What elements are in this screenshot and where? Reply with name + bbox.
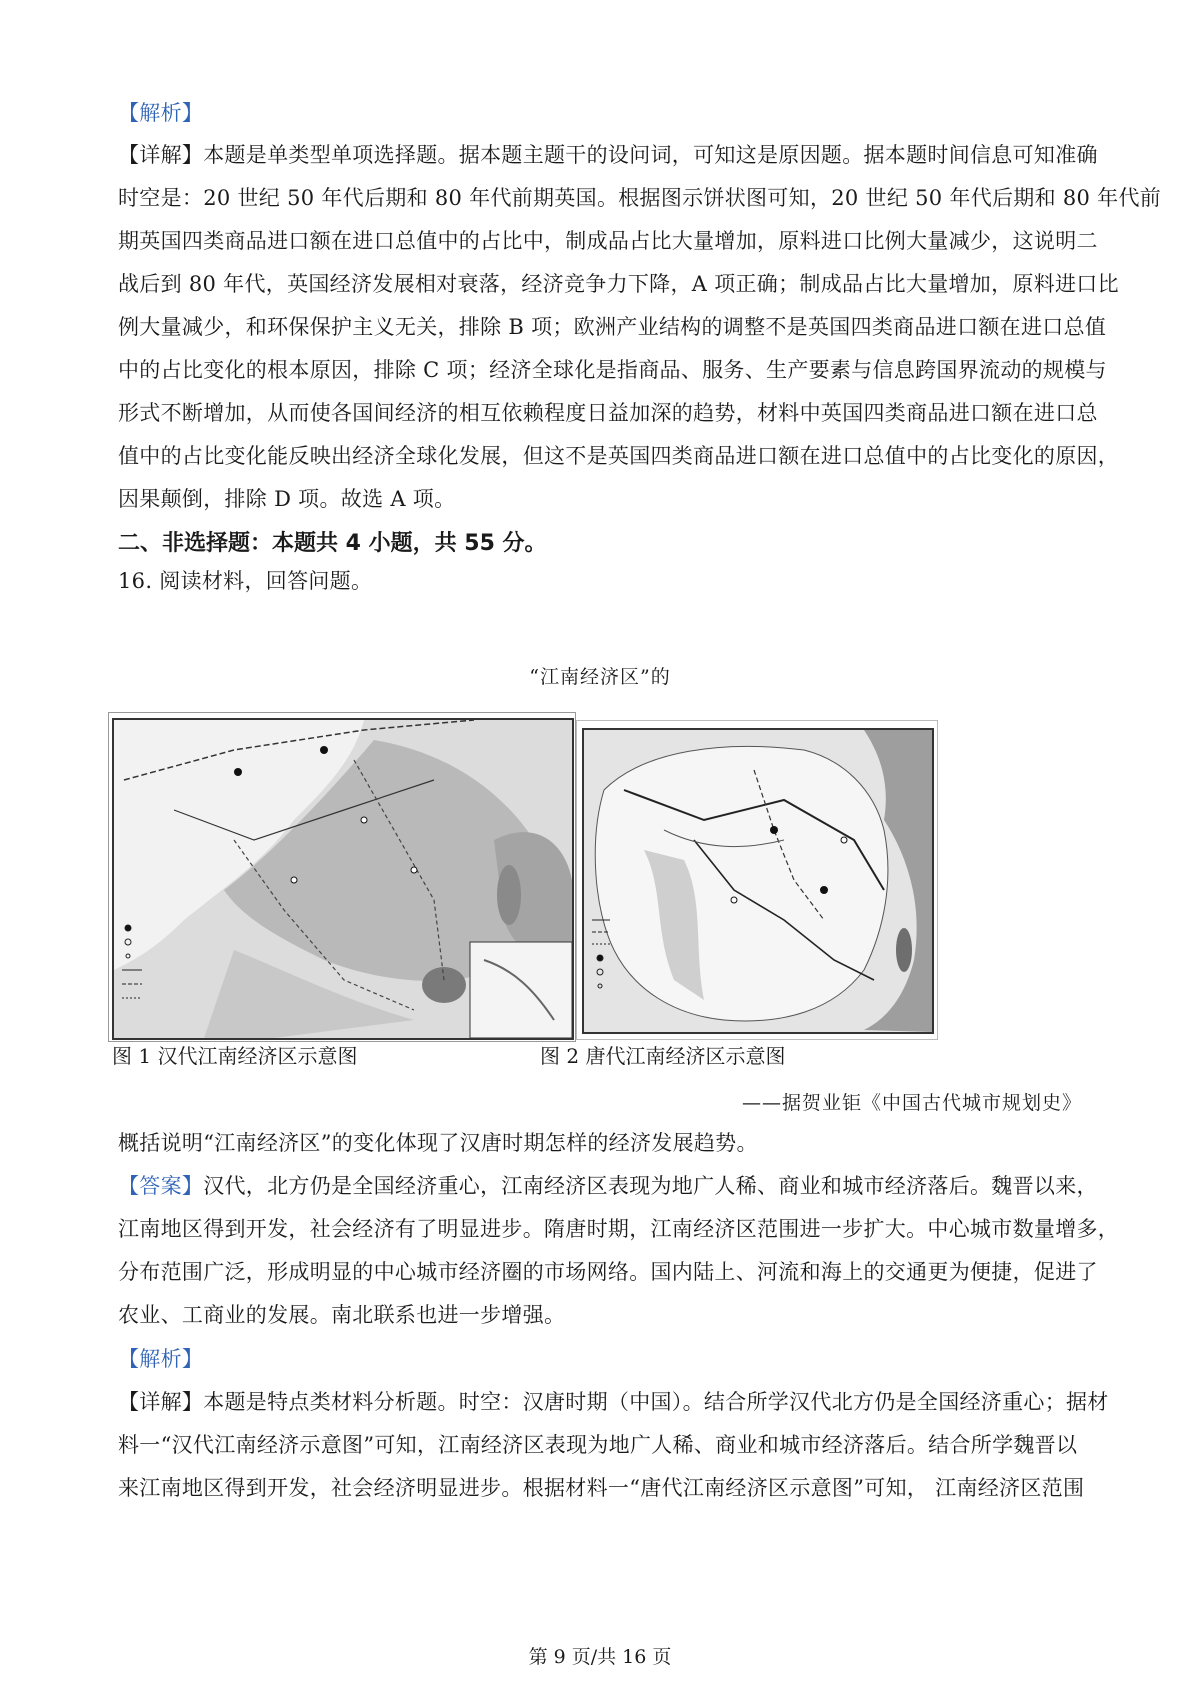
question-stem: 16. 阅读材料，回答问题。	[118, 569, 373, 593]
analysis-label: 【解析】	[118, 101, 204, 125]
paragraph-line: 【答案】汉代，北方仍是全国经济重心，江南经济区表现为地广人稀、商业和城市经济落后。魏晋以来，	[118, 1174, 1098, 1198]
paragraph-line: 时空是：20 世纪 50 年代后期和 80 年代前期英国。根据图示饼状图可知，20 世纪 50 年代后期和 80 年代前	[118, 186, 1162, 210]
tang-jiangnan-map	[582, 728, 934, 1034]
paragraph-line: 战后到 80 年代，英国经济发展相对衰落，经济竞争力下降，A 项正确；制成品占比大量增加，原料进口比	[118, 272, 1119, 296]
figure-1-caption: 图 1 汉代江南经济区示意图	[112, 1044, 358, 1068]
detail-label: 【详解】	[118, 143, 204, 167]
paragraph-line: 期英国四类商品进口额在进口总值中的占比中，制成品占比大量增加，原料进口比例大量减少，这说明二	[118, 229, 1098, 253]
analysis-label: 【解析】	[118, 1347, 204, 1371]
paragraph-line: 来江南地区得到开发，社会经济明显进步。根据材料一“唐代江南经济区示意图”可知， 江南经济区范围	[118, 1476, 1085, 1500]
paragraph-line: 农业、工商业的发展。南北联系也进一步增强。	[118, 1303, 566, 1327]
paragraph-line: 形式不断增加，从而使各国间经济的相互依赖程度日益加深的趋势，材料中英国四类商品进口额在进口总	[118, 401, 1098, 425]
detail-label: 【详解】	[118, 1390, 204, 1414]
paragraph-line: 因果颠倒，排除 D 项。故选 A 项。	[118, 487, 456, 511]
figure-2-caption: 图 2 唐代江南经济区示意图	[540, 1044, 786, 1068]
han-jiangnan-map	[112, 718, 574, 1040]
paragraph-line: 【详解】本题是特点类材料分析题。时空：汉唐时期（中国）。结合所学汉代北方仍是全国经济重心；据材	[118, 1390, 1109, 1414]
paragraph-line: 料一“汉代江南经济示意图”可知，江南经济区表现为地广人稀、商业和城市经济落后。结合所学魏晋以	[118, 1433, 1078, 1457]
paragraph-line: 值中的占比变化能反映出经济全球化发展，但这不是英国四类商品进口额在进口总值中的占比变化的原因，	[118, 444, 1120, 468]
question-prompt: 概括说明“江南经济区”的变化体现了汉唐时期怎样的经济发展趋势。	[118, 1131, 758, 1155]
answer-label: 【答案】	[118, 1174, 204, 1198]
page-number: 第 9 页/共 16 页	[528, 1646, 672, 1668]
paragraph-line: 江南地区得到开发，社会经济有了明显进步。隋唐时期，江南经济区范围进一步扩大。中心城市数量增多，	[118, 1217, 1120, 1241]
figure-source: ——据贺业钜《中国古代城市规划史》	[741, 1092, 1082, 1114]
figure-title: “江南经济区”的	[529, 666, 671, 688]
paragraph-line: 例大量减少，和环保保护主义无关，排除 B 项；欧洲产业结构的调整不是英国四类商品进口额在进口总值	[118, 315, 1107, 339]
section-heading: 二、非选择题：本题共 4 小题，共 55 分。	[118, 531, 547, 556]
paragraph-line: 中的占比变化的根本原因，排除 C 项；经济全球化是指商品、服务、生产要素与信息跨国界流动的规模与	[118, 358, 1107, 382]
paragraph-line: 分布范围广泛，形成明显的中心城市经济圈的市场网络。国内陆上、河流和海上的交通更为便捷，促进了	[118, 1260, 1098, 1284]
paragraph-line: 【详解】本题是单类型单项选择题。据本题主题干的设问词，可知这是原因题。据本题时间信息可知准确	[118, 143, 1098, 167]
